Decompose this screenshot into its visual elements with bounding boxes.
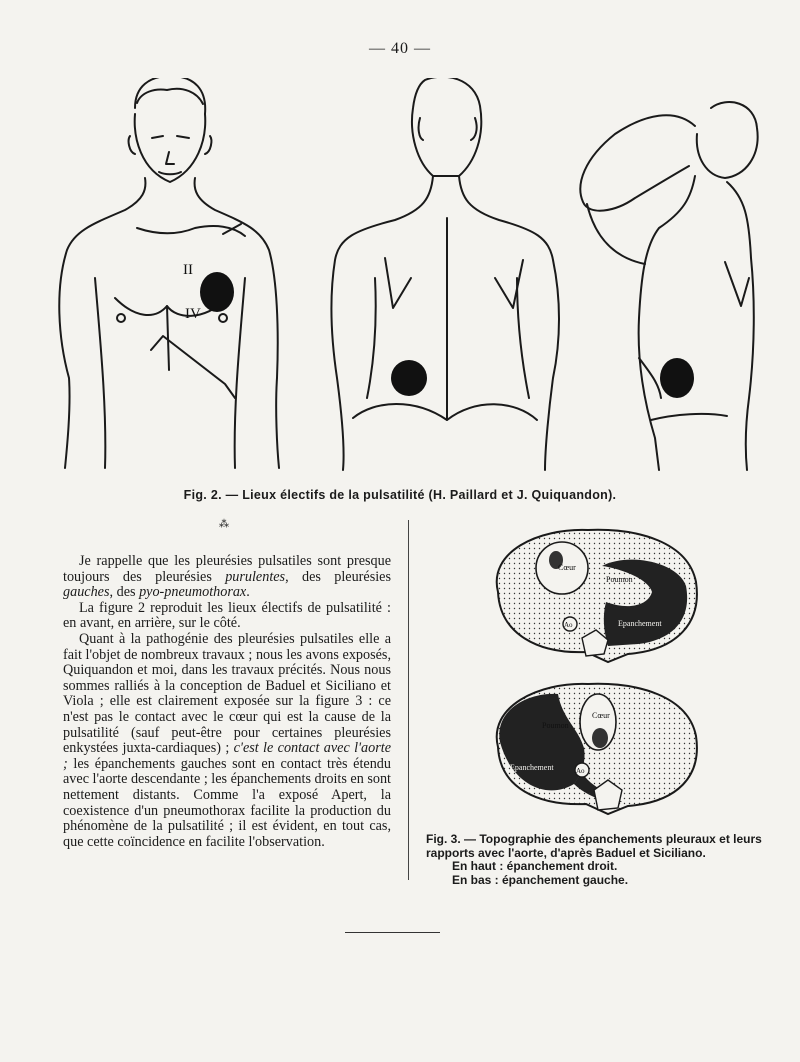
top-aorta-label: Ao	[564, 621, 573, 629]
asterism: ⁂	[219, 519, 229, 530]
body-paragraph	[63, 632, 391, 850]
bottom-rule	[345, 932, 440, 933]
label-ii: II	[183, 262, 193, 278]
back-zone	[391, 360, 427, 396]
italic-phrase: purulentes	[225, 568, 286, 585]
bottom-effusion-label: Epanchement	[510, 763, 554, 772]
italic-phrase: c'est le contact avec l'aorte ;	[63, 740, 392, 772]
back-torso-drawing	[331, 78, 559, 470]
figure-3-caption	[426, 833, 766, 887]
text-run: les épanchements gauches sont en contact très étendu avec l'aorte descendante ; les épanchements droits en sont nettement distants. Comme l'a exposé Apert, la coexistence d'un pneumothorax facilite la production du phénomène de la pulsatilité ; il est évident, en tout cas, que cette coïncidence en facilite l'observation.	[63, 755, 391, 850]
text-run: , des pleurésies	[285, 568, 391, 585]
figure-3-caption-line: En bas : épanchement gauche.	[452, 872, 629, 887]
side-torso-drawing	[580, 102, 757, 470]
bottom-aorta-label: Ao	[576, 767, 585, 775]
front-zone	[200, 272, 234, 312]
figure-3-caption-line: Fig. 3. — Topographie des épanchements pleuraux et leurs rapports avec l'aorte, d'après Baduel et Siciliano.	[426, 832, 762, 860]
bottom-lung-label: Poumon	[542, 721, 569, 730]
text-run: Je rappelle que les pleurésies pulsatiles sont presque toujours des pleurésies	[63, 553, 391, 585]
figure-3-diagrams	[478, 522, 710, 827]
top-effusion-label: Epanchement	[618, 619, 662, 628]
column-divider	[408, 520, 409, 880]
body-paragraph	[63, 554, 391, 601]
figure-2-caption: Fig. 2. — Lieux électifs de la pulsatilité (H. Paillard et J. Quiquandon).	[183, 488, 617, 502]
top-heart-label: Cœur	[558, 563, 576, 572]
figure-2-illustration	[55, 78, 770, 473]
text-run: , des	[109, 584, 140, 601]
top-lung-label: Poumon	[606, 575, 633, 584]
label-iv: IV	[185, 306, 201, 322]
text-run: Quant à la pathogénie des pleurésies pulsatiles elle a fait l'objet de nombreux travaux ; nous les avons exposés, Quiquandon et moi, dans les travaux précités. Nous nous sommes ralliés à la conception de Baduel et Siciliano et Viola ; elle est clairement exposée sur la figure 3 : ce n'est pas le contact avec le cœur qui est la cause de la pulsatilité (sauf peut-être pour certaines pleurésies enkystées juxta-cardiaques) ;	[63, 630, 391, 757]
page-number: — 40 —	[369, 40, 431, 57]
body-paragraph	[63, 601, 391, 632]
side-zone	[660, 358, 694, 398]
top-cross-section	[497, 530, 697, 662]
text-run: .	[246, 584, 250, 601]
figure-3-caption-line: En haut : épanchement droit.	[452, 859, 618, 873]
front-torso-drawing	[59, 78, 279, 468]
body-text	[63, 554, 391, 850]
italic-phrase: gauches	[63, 584, 110, 601]
bottom-heart-label: Cœur	[592, 711, 610, 720]
italic-phrase: pyo-pneumothorax	[139, 584, 247, 601]
bottom-cross-section	[497, 684, 697, 814]
text-run: La figure 2 reproduit les lieux électifs de pulsatilité : en avant, en arrière, sur le côté.	[63, 599, 391, 632]
